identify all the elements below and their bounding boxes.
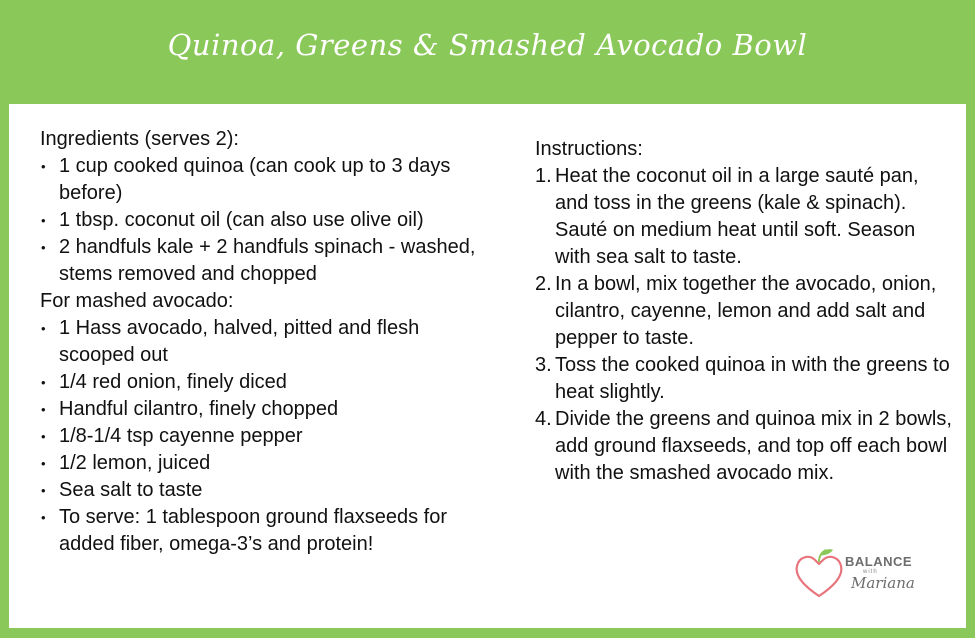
instructions-column: [535, 136, 955, 487]
list-item: • 1 tbsp. coconut oil (can also use olive oil): [40, 207, 500, 234]
instructions-heading: Instructions:: [535, 138, 643, 160]
heart-icon: [793, 544, 845, 602]
step-number: 1.: [535, 165, 552, 187]
step-text: Heat the coconut oil in a large sauté pan, and toss in the greens (kale & spinach). Sauté on medium heat until soft. Season with sea salt to taste.: [555, 165, 919, 268]
ingredients-column: [40, 126, 500, 558]
instructions-list: [535, 163, 955, 487]
list-item: • Sea salt to taste: [40, 477, 500, 504]
list-item: [535, 352, 955, 406]
list-item: [535, 406, 955, 487]
step-number: 3.: [535, 354, 552, 376]
list-item: • 1 cup cooked quinoa (can cook up to 3 days before): [40, 153, 500, 207]
recipe-card: [9, 104, 966, 628]
list-item: • 2 handfuls kale + 2 handfuls spinach - washed, stems removed and chopped: [40, 234, 500, 288]
step-text: In a bowl, mix together the avocado, onion, cilantro, cayenne, lemon and add salt and pepper to taste.: [555, 273, 937, 349]
step-text: Toss the cooked quinoa in with the greens to heat slightly.: [555, 354, 950, 403]
step-number: 4.: [535, 408, 552, 430]
list-item: • To serve: 1 tablespoon ground flaxseeds for added fiber, omega-3’s and protein!: [40, 504, 500, 558]
avocado-list: [40, 315, 500, 558]
logo-script-name: Mariana: [851, 574, 915, 592]
header-banner: [0, 0, 975, 104]
list-item: • 1/2 lemon, juiced: [40, 450, 500, 477]
step-number: 2.: [535, 273, 552, 295]
brand-logo: [793, 544, 923, 604]
list-item: • Handful cilantro, finely chopped: [40, 396, 500, 423]
ingredients-list: [40, 153, 500, 288]
avocado-heading: For mashed avocado:: [40, 290, 234, 312]
list-item: [535, 163, 955, 271]
logo-wordmark: BALANCE: [845, 554, 913, 569]
logo-with: with: [863, 569, 878, 575]
list-item: [535, 271, 955, 352]
list-item: • 1/4 red onion, finely diced: [40, 369, 500, 396]
step-text: Divide the greens and quinoa mix in 2 bowls, add ground flaxseeds, and top off each bowl with the smashed avocado mix.: [555, 408, 952, 484]
list-item: • 1 Hass avocado, halved, pitted and flesh scooped out: [40, 315, 500, 369]
ingredients-heading: Ingredients (serves 2):: [40, 128, 239, 150]
list-item: • 1/8-1/4 tsp cayenne pepper: [40, 423, 500, 450]
recipe-title: Quinoa, Greens & Smashed Avocado Bowl: [167, 28, 808, 62]
